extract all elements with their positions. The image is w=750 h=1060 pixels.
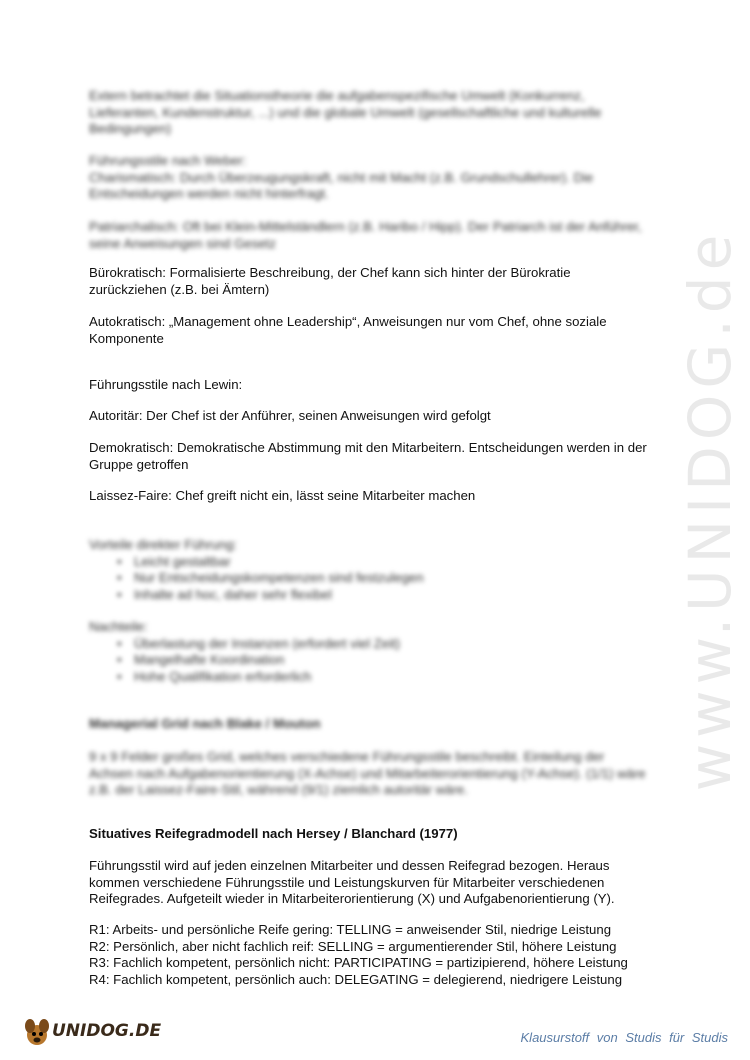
vorteile-section xyxy=(89,537,649,603)
list-item: • Überlastung der Instanzen (erfordert viel Zeit) xyxy=(89,636,649,653)
vorteile-list xyxy=(89,554,649,604)
logo-text: UNIDOG.DE xyxy=(52,1021,162,1041)
paragraph-autoritaer: Autoritär: Der Chef ist der Anführer, seinen Anweisungen wird gefolgt xyxy=(89,408,491,423)
list-item: • Nur Entscheidungskompetenzen sind festzulegen xyxy=(89,570,649,587)
paragraph-reifegradmodell: Führungsstil wird auf jeden einzelnen Mitarbeiter und dessen Reifegrad bezogen. Heraus kommen verschiedene Führungsstile und Leistungskurven für Mitarbeiter verschiedenen Reifegrades. Aufgeteilt wieder in Mitarbeiterorientierung (X) und Aufgabenorientierung (Y). xyxy=(89,858,615,906)
paragraph-autokratisch: Autokratisch: „Management ohne Leadership“, Anweisungen nur vom Chef, ohne soziale Komponente xyxy=(89,314,607,346)
list-item: • Inhalte ad hoc, daher sehr flexibel xyxy=(89,587,649,604)
paragraph-patriarchalisch: Patriarchalisch: Oft bei Klein-Mittelständlern (z.B. Haribo / Hipp). Der Patriarch ist der Anführer, seine Anweisungen sind Gesetz xyxy=(89,219,642,251)
heading-lewin: Führungsstile nach Lewin: xyxy=(89,377,243,392)
nachteile-title: Nachteile: xyxy=(89,619,148,634)
paragraph-weber xyxy=(89,153,649,203)
weber-charismatisch: Charismatisch: Durch Überzeugungskraft, nicht mit Macht (z.B. Grundschullehrer). Die Entscheidungen werden nicht hinterfragt. xyxy=(89,169,594,201)
footer-slogan: Klausurstoff von Studis für Studis xyxy=(520,1030,728,1045)
reifegrad-r2: R2: Persönlich, aber nicht fachlich reif: SELLING = argumentierender Stil, höhere Leistung xyxy=(89,938,617,954)
list-item: • Leicht gestaltbar xyxy=(89,554,649,571)
weber-title: Führungsstile nach Weber: xyxy=(89,153,247,168)
list-item: • Hohe Qualifikation erforderlich xyxy=(89,669,649,686)
nachteile-section xyxy=(89,619,649,685)
dog-icon xyxy=(22,1015,54,1049)
reifegrad-r1: R1: Arbeits- und persönliche Reife gering: TELLING = anweisender Stil, niedrige Leistung xyxy=(89,922,612,937)
unidog-logo xyxy=(22,1015,162,1051)
paragraph-buerokratisch: Bürokratisch: Formalisierte Beschreibung, der Chef kann sich hinter der Bürokratie zurückziehen (z.B. bei Ämtern) xyxy=(89,265,571,297)
heading-reifegradmodell: Situatives Reifegradmodell nach Hersey / Blanchard (1977) xyxy=(89,826,458,841)
nachteile-list xyxy=(89,636,649,686)
paragraph-situationstheorie: Extern betrachtet die Situationstheorie die aufgabenspezifische Umwelt (Konkurrenz, Lieferanten, Kundenstruktur, ...) und die globale Umwelt (gesellschaftliche und kulturelle Bedingungen) xyxy=(89,88,602,136)
reifegrad-list xyxy=(89,922,649,988)
list-item: • Mangelhafte Koordination xyxy=(89,652,649,669)
watermark: www.UNIDOG.de xyxy=(676,228,744,792)
paragraph-laissez-faire: Laissez-Faire: Chef greift nicht ein, lässt seine Mitarbeiter machen xyxy=(89,488,476,503)
paragraph-demokratisch: Demokratisch: Demokratische Abstimmung mit den Mitarbeitern. Entscheidungen werden in der Gruppe getroffen xyxy=(89,440,647,472)
vorteile-title: Vorteile direkter Führung: xyxy=(89,537,238,552)
paragraph-managerial-grid: 9 x 9 Felder großes Grid, welches verschiedene Führungsstile beschreibt. Einteilung der Achsen nach Aufgabenorientierung (X-Achse) und Mitarbeiterorientierung (Y-Achse). (1/1) wäre z.B. der Laissez-Faire-Stil, während (9/1) ziemlich autoritär wäre. xyxy=(89,749,646,797)
heading-managerial-grid: Managerial Grid nach Blake / Mouton xyxy=(89,716,321,731)
reifegrad-r3: R3: Fachlich kompetent, persönlich nicht: PARTICIPATING = partizipierend, höhere Leistung xyxy=(89,955,628,970)
reifegrad-r4: R4: Fachlich kompetent, persönlich auch: DELEGATING = delegierend, niedrigere Leistung xyxy=(89,971,623,987)
